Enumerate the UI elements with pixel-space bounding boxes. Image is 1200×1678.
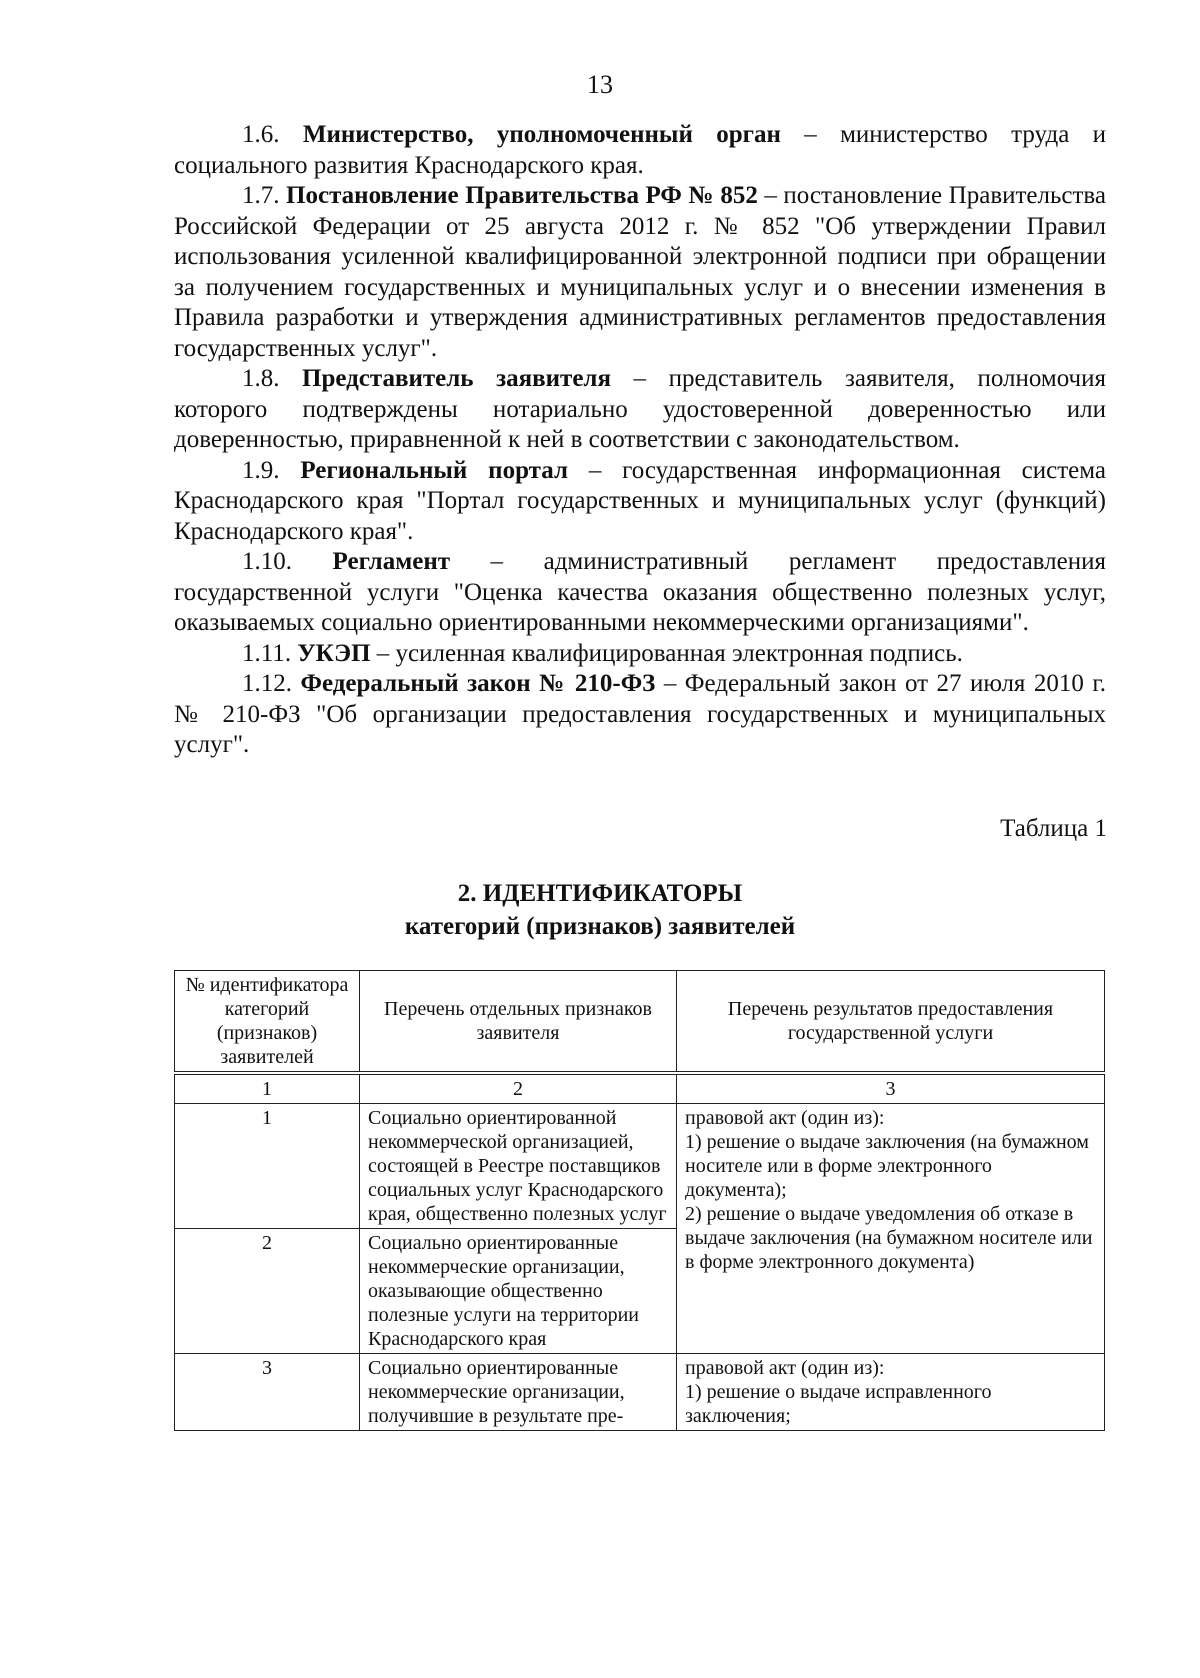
- definition-term: Региональный портал: [300, 456, 568, 484]
- header-id: № идентификатора категорий (признаков) заявителей: [175, 971, 360, 1074]
- definition-term: Представитель заявителя: [302, 365, 611, 392]
- column-number-row: [175, 1073, 1105, 1104]
- table-row: [175, 1354, 1105, 1431]
- definition-item: 1.7. Постановление Правительства РФ № 852 – постановление Правительства Российской Федерации от 25 августа 2012 г. № 852 "Об утверждении Правил использования усиленной квалифицированной электронной подписи при обращении за получением государственных и муниципальных услуг и о внесении изменения в Правила разработки и утверждения административных регламентов предоставления государственных услуг".: [174, 182, 1106, 362]
- row-features: Социально ориентированные некоммерческие организации, получившие в результате пре-: [360, 1354, 677, 1431]
- page-number: 13: [587, 70, 613, 99]
- definition-item: 1.6. Министерство, уполномоченный орган – министерство труда и социального развития Краснодарского края.: [174, 121, 1107, 179]
- definition-term: Министерство, уполномоченный орган: [302, 121, 781, 148]
- column-number: 1: [175, 1073, 360, 1104]
- identifiers-table: [174, 970, 1105, 1431]
- definition-item: 1.11. УКЭП – усиленная квалифицированная электронная подпись.: [242, 639, 963, 667]
- row-id: 2: [175, 1229, 360, 1354]
- row-features: Социально ориентированной некоммерческой организацией, состоящей в Реестре поставщиков социальных услуг Краснодарского края, общественно полезных услуг: [360, 1104, 677, 1229]
- definition-item: 1.8. Представитель заявителя – представитель заявителя, полномочия которого подтверждены нотариально удостоверенной доверенностью или доверенностью, приравненной к ней в соответствии с законодательством.: [174, 365, 1106, 453]
- row-id: 3: [175, 1354, 360, 1431]
- row-results: правовой акт (один из): 1) решение о выдаче заключения (на бумажном носителе или в форме электронного документа); 2) решение о выдаче уведомления об отказе в выдаче заключения (на бумажном носителе или в форме электронного документа): [677, 1104, 1105, 1354]
- row-id: 1: [175, 1104, 360, 1229]
- definition-term: Регламент: [332, 548, 451, 575]
- definition-item: 1.9. Региональный портал – государственная информационная система Краснодарского края "Портал государственных и муниципальных услуг (функций) Краснодарского края".: [174, 456, 1106, 545]
- definitions-list: [174, 120, 1106, 761]
- definition-item: 1.12. Федеральный закон № 210-ФЗ – Федеральный закон от 27 июля 2010 г. № 210-ФЗ "Об организации предоставления государственных и муниципальных услуг".: [174, 670, 1107, 758]
- column-number: 3: [677, 1073, 1105, 1104]
- table-header-row: [175, 971, 1105, 1074]
- section-title: [0, 877, 1200, 943]
- header-results: Перечень результатов предоставления государственной услуги: [677, 971, 1105, 1074]
- definition-term: Федеральный закон № 210-ФЗ: [300, 670, 656, 697]
- definition-item: 1.10. Регламент – административный регламент предоставления государственной услуги "Оценка качества оказания общественно полезных услуг, оказываемых социально ориентированными некоммерческими организациями".: [174, 548, 1106, 636]
- header-features: Перечень отдельных признаков заявителя: [360, 971, 677, 1074]
- section-subheading: категорий (признаков) заявителей: [404, 913, 796, 940]
- row-results: правовой акт (один из): 1) решение о выдаче исправленного заключения;: [677, 1354, 1105, 1431]
- column-number: 2: [360, 1073, 677, 1104]
- definition-term: УКЭП: [297, 639, 371, 667]
- definition-term: Постановление Правительства РФ № 852: [286, 182, 758, 209]
- section-heading: 2. ИДЕНТИФИКАТОРЫ: [457, 880, 743, 907]
- table-label: Таблица 1: [1000, 815, 1107, 842]
- row-features: Социально ориентированные некоммерческие организации, оказывающие общественно полезные услуги на территории Краснодарского края: [360, 1229, 677, 1354]
- table-row: [175, 1104, 1105, 1229]
